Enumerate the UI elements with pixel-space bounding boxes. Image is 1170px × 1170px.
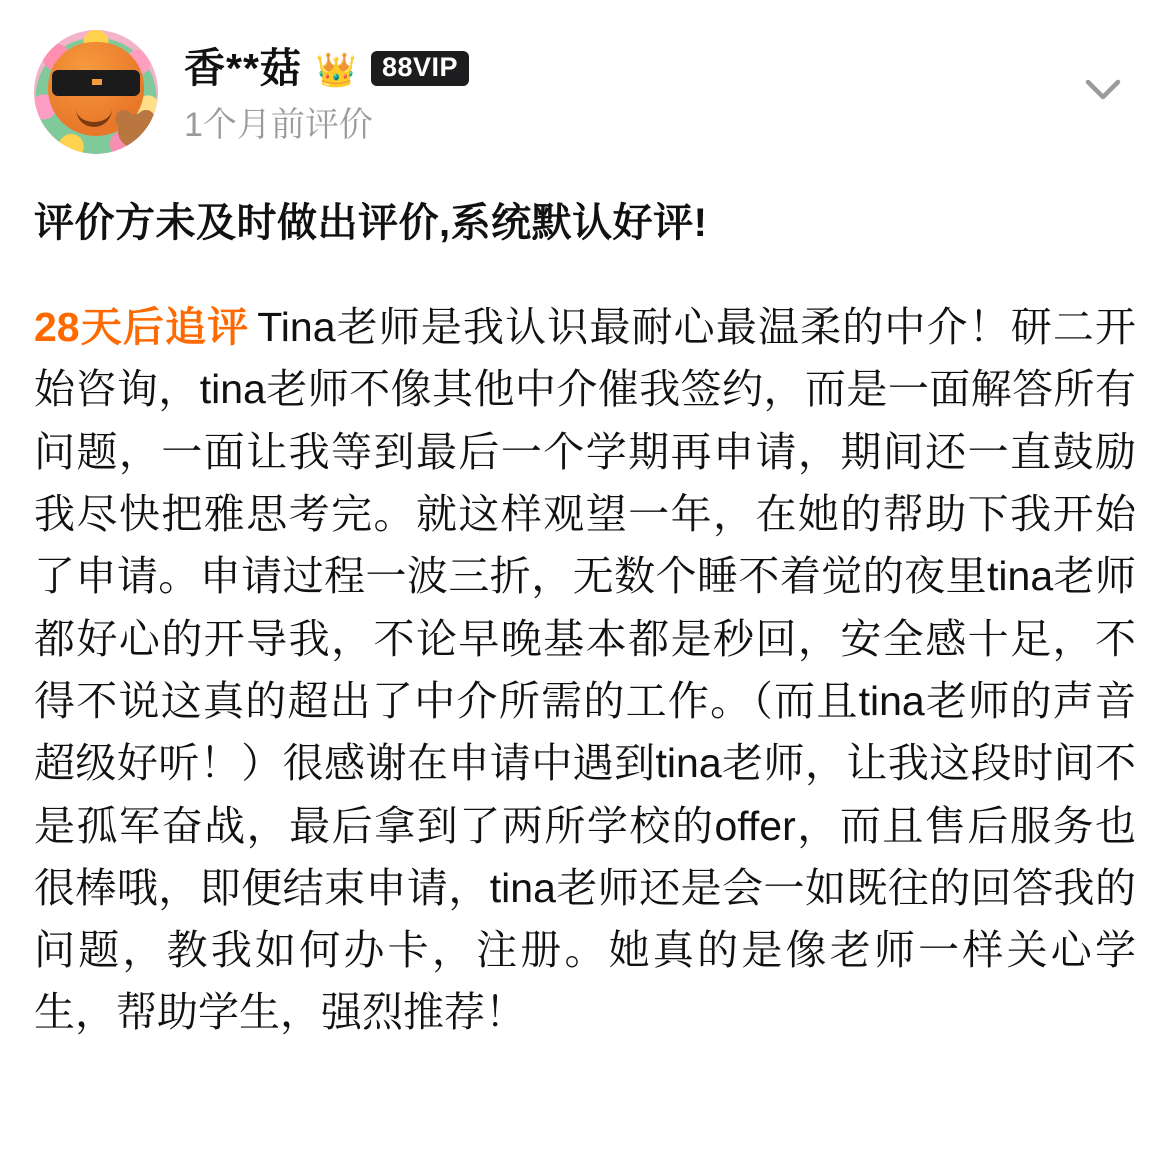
review-time: 1个月前评价 [184,106,373,144]
avatar[interactable] [34,30,158,154]
name-row [184,42,469,94]
first-comment-text: 评价方未及时做出评价,系统默认好评! [34,201,708,245]
bear-icon [118,114,152,148]
crown-icon: 👑 [315,50,358,88]
append-review-tag: 28天后追评 [34,304,250,350]
sunglasses-icon [52,70,140,96]
review-header [34,30,1136,162]
append-review [34,296,1136,1044]
append-review-text: Tina老师是我认识最耐心最温柔的中介！研二开始咨询，tina老师不像其他中介催我签约，而是一面解答所有问题，一面让我等到最后一个学期再申请，期间还一直鼓励我尽快把雅思考完。就这样观望一年，在她的帮助下我开始了申请。申请过程一波三折，无数个睡不着觉的夜里tina老师都好心的开导我，不论早晚基本都是秒回，安全感十足，不得不说这真的超出了中介所需的工作。（而且tina老师的声音超级好听！）很感谢在申请中遇到tina老师，让我这段时间不是孤军奋战，最后拿到了两所学校的offer，而且售后服务也很棒哦，即便结束申请，tina老师还是会一如既往的回答我的问题，教我如何办卡，注册。她真的是像老师一样关心学生，帮助学生，强烈推荐！ [34,304,1136,1036]
user-info [184,30,469,142]
user-nickname: 香**菇 [184,44,302,91]
vip-badge[interactable]: 88VIP [371,51,469,86]
chevron-down-icon[interactable] [1080,66,1126,112]
